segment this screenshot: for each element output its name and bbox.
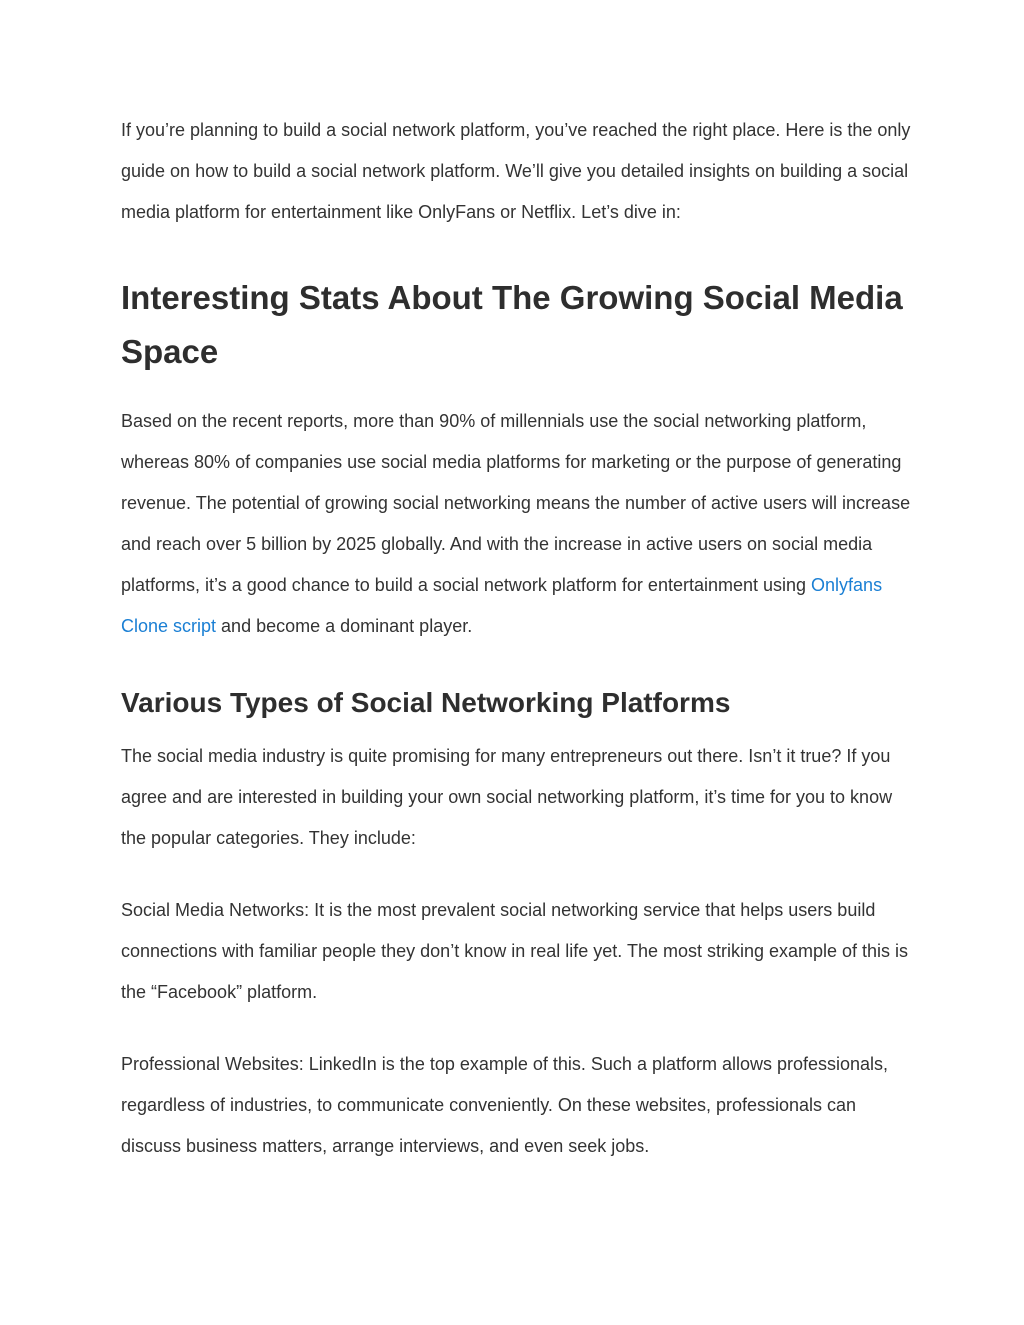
stats-text-after-link: and become a dominant player. [216, 616, 473, 636]
professional-websites-paragraph: Professional Websites: LinkedIn is the top example of this. Such a platform allows professionals, regardless of industries, to communicate conveniently. On these websites, professionals can discuss business matters, arrange interviews, and even seek jobs. [121, 1054, 889, 1156]
stats-heading-wrapper [121, 271, 911, 379]
onlyfans-clone-script-link[interactable]: Onlyfans Clone script [121, 575, 883, 636]
intro-paragraph: If you’re planning to build a social network platform, you’ve reached the right place. Here is the only guide on how to build a social network platform. We’ll give you detailed insights on building a social media platform for entertainment like OnlyFans or Netflix. Let’s dive in: [121, 120, 911, 222]
types-intro-paragraph: The social media industry is quite promising for many entrepreneurs out there. Isn’t it true? If you agree and are interested in building your own social networking platform, it’s time for you to know the popular categories. They include: [121, 746, 893, 848]
social-media-networks-paragraph: Social Media Networks: It is the most prevalent social networking service that helps users build connections with familiar people they don’t know in real life yet. The most striking example of this is the “Facebook” platform. [121, 900, 909, 1002]
stats-text-before-link: Based on the recent reports, more than 90% of millennials use the social networking platform, whereas 80% of companies use social media platforms for marketing or the purpose of generating revenue. The potential of growing social networking means the number of active users will increase and reach over 5 billion by 2025 globally. And with the increase in active users on social media platforms, it’s a good chance to build a social network platform for entertainment using [121, 411, 911, 595]
stats-paragraph [121, 401, 911, 647]
types-heading: Various Types of Social Networking Platforms [121, 687, 731, 718]
stats-heading: Interesting Stats About The Growing Social Media Space [121, 279, 903, 370]
document-page [121, 110, 911, 1167]
types-heading-wrapper [121, 683, 911, 723]
